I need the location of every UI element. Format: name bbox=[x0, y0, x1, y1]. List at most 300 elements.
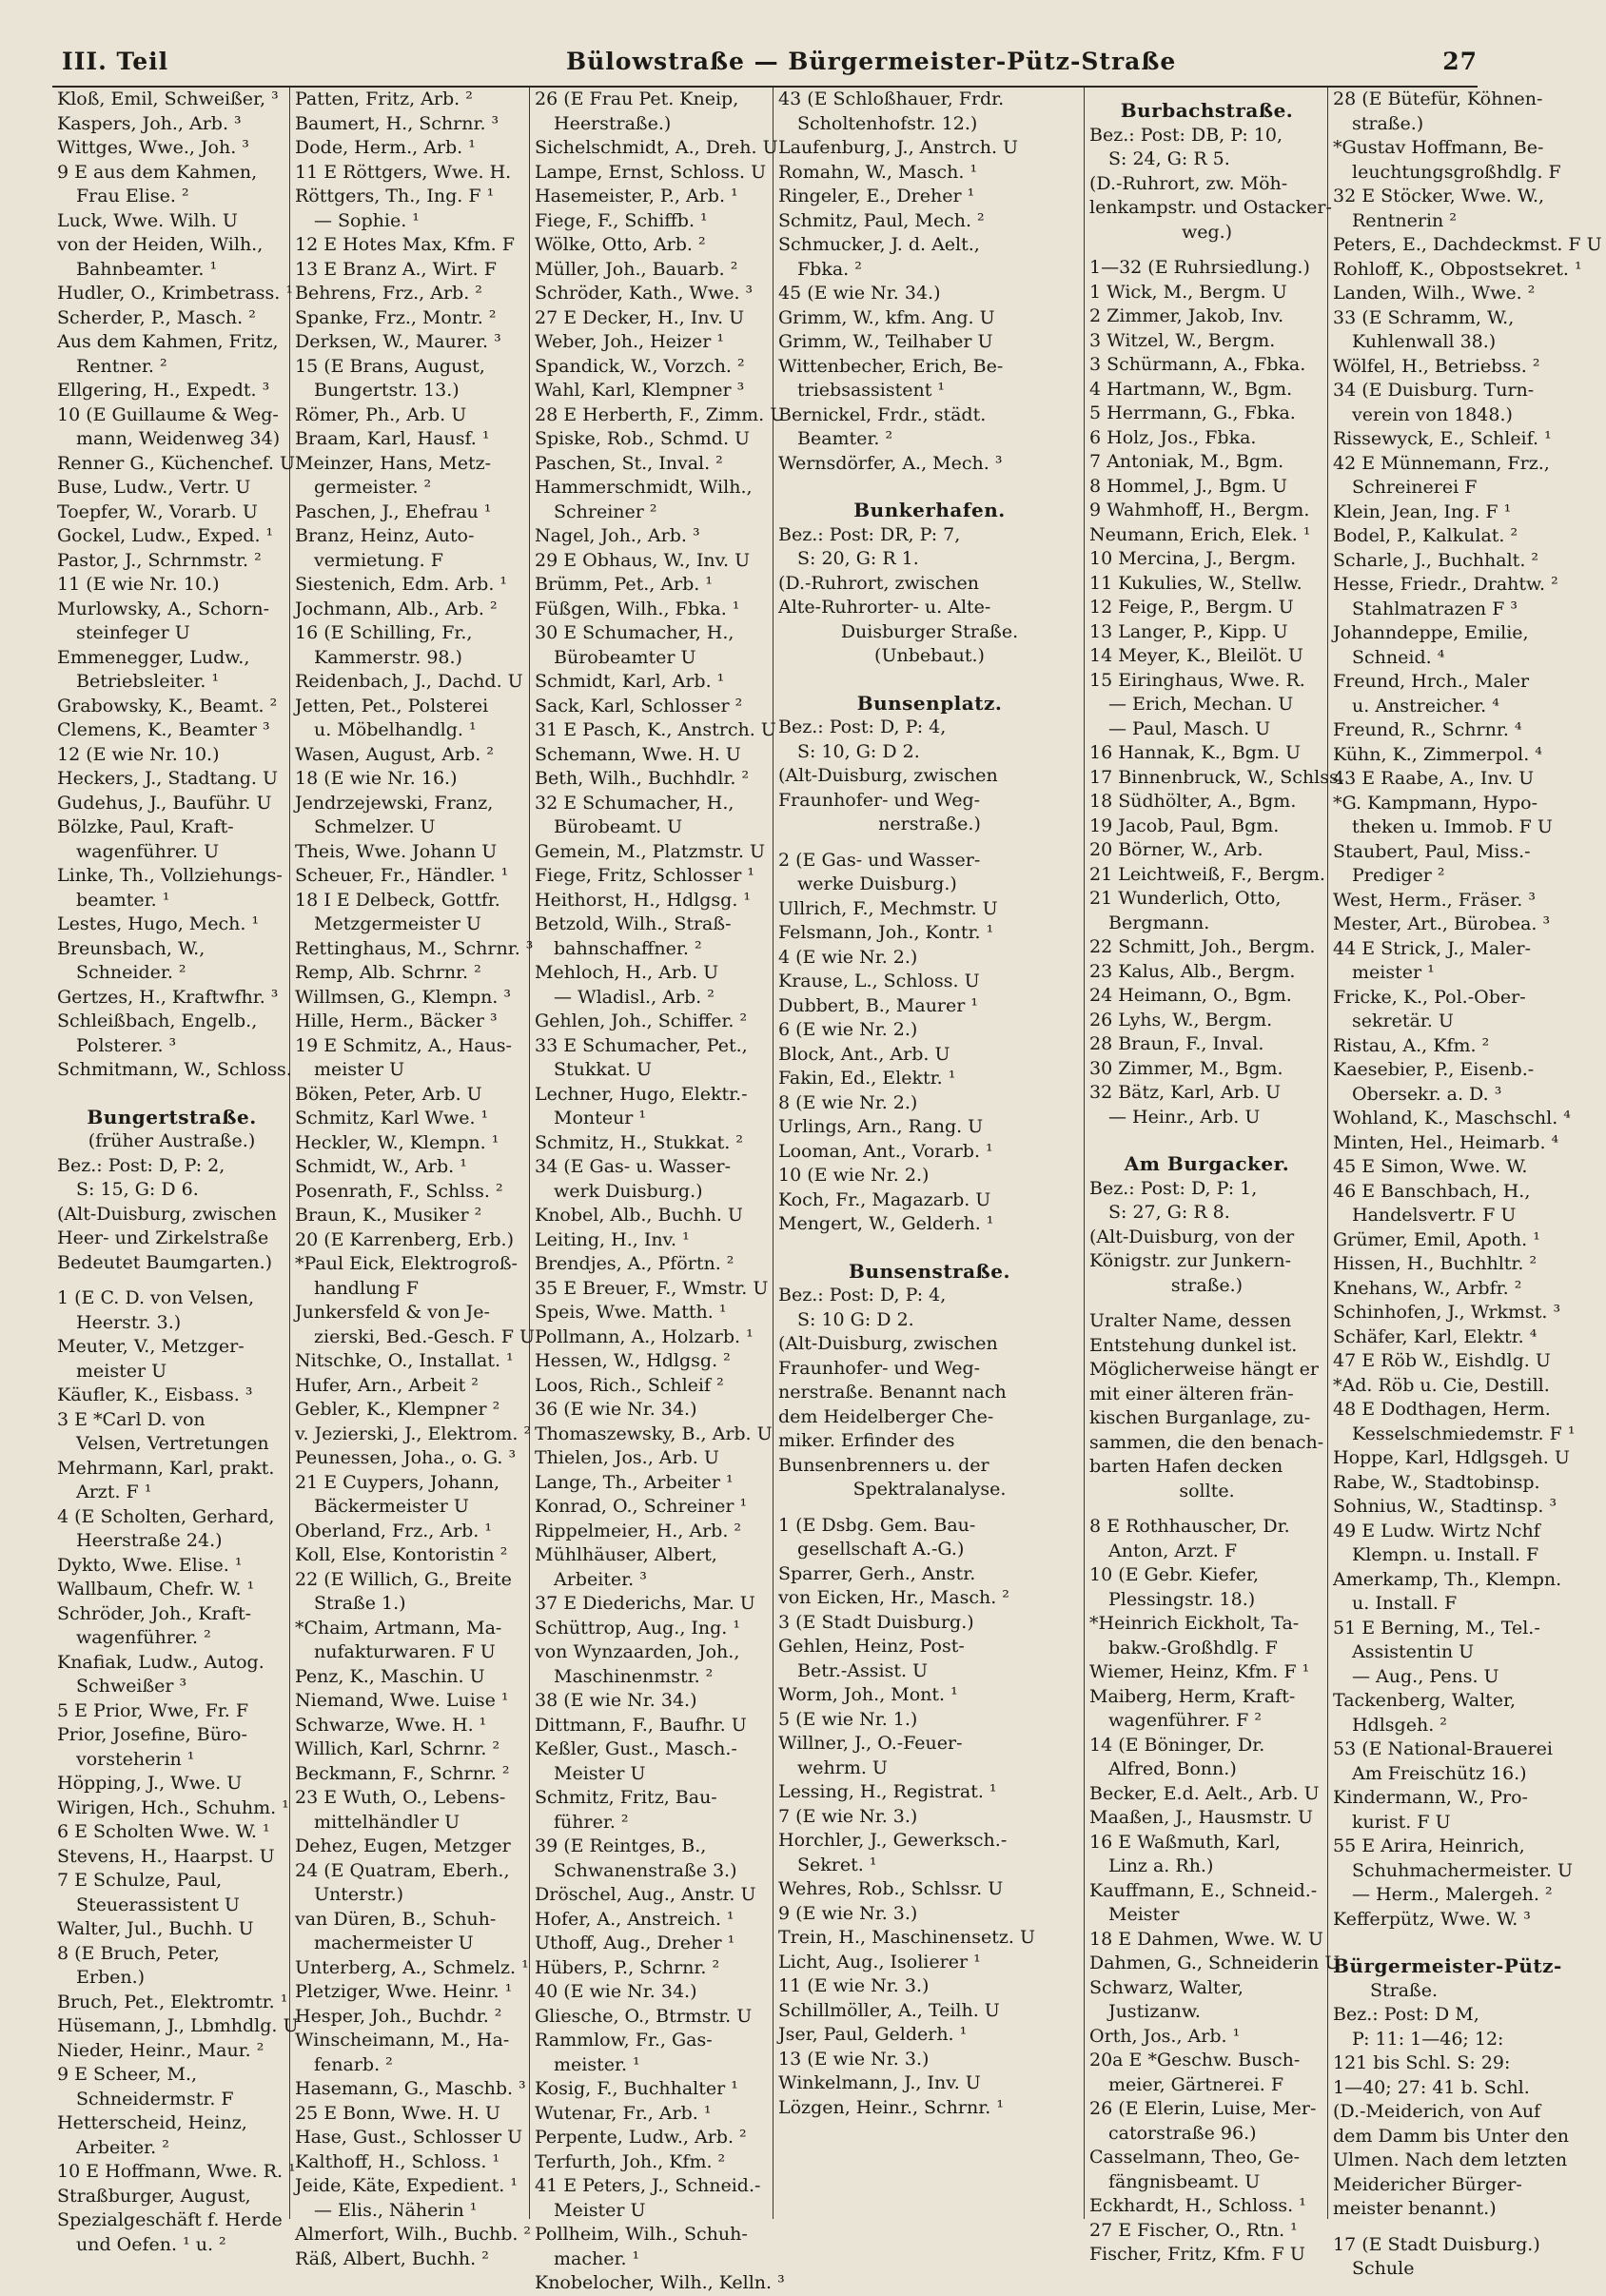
entry-line: Betriebsleiter. ¹ bbox=[76, 671, 220, 692]
entry-line: 20a E *Geschw. Busch- bbox=[1089, 2050, 1301, 2070]
entry-line: 32 Bätz, Karl, Arb. U bbox=[1089, 1082, 1282, 1103]
entry-line: Straßburger, August, bbox=[57, 2185, 251, 2207]
entry-line: Uralter Name, dessen bbox=[1089, 1310, 1292, 1331]
entry-line: macher. ¹ bbox=[554, 2247, 640, 2269]
entry-line: Alte-Ruhrorter- u. Alte- bbox=[778, 597, 991, 618]
entry-line: leuchtungsgroßhdlg. F bbox=[1352, 161, 1561, 183]
entry-line: miker. Erfinder des bbox=[778, 1430, 955, 1451]
entry-line: 7 (E wie Nr. 3.) bbox=[778, 1805, 918, 1827]
entry-line: von Wynzaarden, Joh., bbox=[535, 1641, 740, 1662]
entry-line: meister U bbox=[76, 1360, 167, 1382]
entry-line: Lampe, Ernst, Schloss. U bbox=[535, 161, 767, 183]
entry-line: Luck, Wwe. Wilh. U bbox=[57, 209, 238, 231]
entry-line: 9 E aus dem Kahmen, bbox=[57, 161, 258, 183]
entry-line: *Chaim, Artmann, Ma- bbox=[295, 1617, 502, 1639]
entry-line: Schmitz, Karl Wwe. ¹ bbox=[295, 1108, 489, 1128]
entry-line: Bez.: Post: DR, P: 7, bbox=[778, 523, 961, 545]
entry-line: *G. Kampmann, Hypo- bbox=[1333, 792, 1538, 814]
entry-line: Schreiner ² bbox=[554, 500, 657, 522]
entry-line: Hesper, Joh., Buchdr. ² bbox=[295, 2005, 502, 2027]
entry-line: Scholtenhofstr. 12.) bbox=[797, 112, 978, 134]
entry-line: Linke, Th., Vollziehungs- bbox=[57, 865, 283, 886]
entry-line: Thielen, Jos., Arb. U bbox=[535, 1447, 719, 1468]
entry-line: 4 (E Scholten, Gerhard, bbox=[57, 1505, 275, 1527]
entry-line: West, Herm., Fräser. ³ bbox=[1333, 889, 1536, 911]
entry-line: mittelhändler U bbox=[314, 1811, 460, 1833]
entry-line: Winscheimann, M., Ha- bbox=[295, 2030, 510, 2051]
entry-line: Scheuer, Fr., Händler. ¹ bbox=[295, 865, 509, 886]
entry-line: Fischer, Fritz, Kfm. F U bbox=[1089, 2244, 1305, 2265]
entry-line: gesellschaft A.-G.) bbox=[797, 1539, 965, 1560]
entry-line: Gertzes, H., Kraftwfhr. ³ bbox=[57, 986, 279, 1008]
entry-line: Prior, Josefine, Büro- bbox=[57, 1724, 247, 1745]
entry-line: Baumert, H., Schrnr. ³ bbox=[295, 112, 499, 134]
entry-line: 4 Hartmann, W., Bgm. bbox=[1089, 378, 1293, 400]
entry-line: vorsteherin ¹ bbox=[76, 1748, 195, 1770]
entry-line: Meidericher Bürger- bbox=[1333, 2173, 1522, 2195]
entry-line: Gudehus, J., Bauführ. U bbox=[57, 792, 272, 814]
entry-line: Horchler, J., Gewerksch.- bbox=[778, 1830, 1008, 1851]
entry-line: Mühlhäuser, Albert, bbox=[535, 1544, 717, 1565]
entry-line: wagenführer. F ² bbox=[1108, 1710, 1262, 1731]
entry-line: verein von 1848.) bbox=[1352, 403, 1513, 425]
entry-line: Metzgermeister U bbox=[314, 913, 481, 934]
entry-line: Schröder, Joh., Kraft- bbox=[57, 1602, 251, 1624]
entry-line: Bürobeamt. U bbox=[554, 816, 683, 837]
entry-line: 19 E Schmitz, A., Haus- bbox=[295, 1034, 512, 1056]
entry-line: weg.) bbox=[1181, 221, 1233, 243]
entry-line: 10 Mercina, J., Bergm. bbox=[1089, 548, 1297, 569]
entry-line: Rissewyck, E., Schleif. ¹ bbox=[1333, 428, 1552, 449]
entry-line: Bungertstr. 13.) bbox=[314, 380, 460, 401]
entry-line: 24 Heimann, O., Bgm. bbox=[1089, 985, 1292, 1006]
entry-line: Schüttrop, Aug., Ing. ¹ bbox=[535, 1617, 741, 1639]
entry-line: Nitschke, O., Installat. ¹ bbox=[295, 1350, 514, 1371]
entry-line: Schmitz, Paul, Mech. ² bbox=[778, 209, 985, 231]
entry-line: 34 (E Duisburg. Turn- bbox=[1333, 380, 1535, 401]
entry-line: Bahnbeamter. ¹ bbox=[76, 258, 218, 280]
entry-line: Höpping, J., Wwe. U bbox=[57, 1773, 243, 1794]
entry-line: Schule bbox=[1352, 2258, 1415, 2279]
entry-line: Buse, Ludw., Vertr. U bbox=[57, 477, 251, 498]
entry-line: Schmidt, Karl, Arb. ¹ bbox=[535, 671, 725, 692]
entry-line: 9 Wahmhoff, H., Bergm. bbox=[1089, 500, 1310, 520]
entry-line: Staubert, Paul, Miss.- bbox=[1333, 840, 1531, 862]
entry-line: Nagel, Joh., Arb. ³ bbox=[535, 525, 700, 546]
entry-line: sollte. bbox=[1179, 1480, 1235, 1501]
entry-line: Ulmen. Nach dem letzten bbox=[1333, 2149, 1568, 2170]
entry-line: Maaßen, J., Hausmstr. U bbox=[1089, 1807, 1313, 1828]
entry-line: meister benannt.) bbox=[1333, 2198, 1497, 2219]
entry-line: 28 (E Bütefür, Köhnen- bbox=[1333, 88, 1543, 109]
entry-line: Bez.: Post: DB, P: 10, bbox=[1089, 124, 1283, 146]
column-4 bbox=[774, 88, 1085, 2219]
entry-line: van Düren, B., Schuh- bbox=[295, 1908, 497, 1930]
entry-line: Murlowsky, A., Schorn- bbox=[57, 598, 270, 619]
entry-line: 31 E Pasch, K., Anstrch. U bbox=[535, 719, 776, 740]
entry-line: Peunessen, Joha., o. G. ³ bbox=[295, 1447, 517, 1468]
spacer bbox=[57, 1083, 289, 1094]
entry-line: 10 (E Gebr. Kiefer, bbox=[1089, 1564, 1260, 1585]
entry-line: fenarb. ² bbox=[314, 2053, 393, 2075]
entry-line: beamter. ¹ bbox=[76, 889, 170, 911]
entry-line: Heerstraße 24.) bbox=[76, 1530, 223, 1551]
entry-line: 8 E Rothhauscher, Dr. bbox=[1089, 1516, 1290, 1537]
entry-line: Dubbert, B., Maurer ¹ bbox=[778, 994, 979, 1016]
entry-line: mit einer älteren frän- bbox=[1089, 1383, 1294, 1404]
entry-line: Oberland, Frz., Arb. ¹ bbox=[295, 1520, 493, 1541]
entry-line: dem Heidelberger Che- bbox=[778, 1405, 994, 1427]
entry-line: wagenführer. U bbox=[76, 840, 220, 862]
entry-line: Scherder, P., Masch. ² bbox=[57, 306, 256, 328]
entry-line: 6 E Scholten Wwe. W. ¹ bbox=[57, 1821, 270, 1842]
spacer bbox=[1333, 2222, 1478, 2233]
entry-line: vermietung. F bbox=[314, 549, 443, 571]
entry-line: 33 (E Schramm, W., bbox=[1333, 306, 1515, 328]
entry-line: Fricke, K., Pol.-Ober- bbox=[1333, 986, 1526, 1008]
entry-line: Weber, Joh., Heizer ¹ bbox=[535, 331, 724, 352]
entry-line: Kosig, F., Buchhalter ¹ bbox=[535, 2078, 738, 2099]
entry-line: Velsen, Vertretungen bbox=[76, 1433, 269, 1454]
entry-line: kurist. F U bbox=[1352, 1811, 1451, 1833]
entry-line: Heckers, J., Stadtang. U bbox=[57, 768, 278, 789]
street-heading: Bürgermeister-Pütz- bbox=[1333, 1954, 1562, 1977]
entry-line: 1—40; 27: 41 b. Schl. bbox=[1333, 2076, 1530, 2098]
entry-line: (früher Austraße.) bbox=[88, 1130, 256, 1151]
entry-line: *Heinrich Eickholt, Ta- bbox=[1089, 1613, 1300, 1634]
entry-line: Hesse, Friedr., Drahtw. ² bbox=[1333, 574, 1558, 595]
entry-line: Theis, Wwe. Johann U bbox=[295, 840, 498, 862]
entry-line: Schmitz, Fritz, Bau- bbox=[535, 1787, 717, 1808]
entry-line: 4 (E wie Nr. 2.) bbox=[778, 946, 918, 968]
entry-line: 15 Eiringhaus, Wwe. R. bbox=[1089, 669, 1305, 691]
entry-line: Römer, Ph., Arb. U bbox=[295, 403, 467, 425]
page-number: 27 bbox=[1442, 48, 1478, 75]
entry-line: Bäckermeister U bbox=[314, 1496, 469, 1517]
entry-line: von der Heiden, Wilh., bbox=[57, 234, 264, 255]
entry-line: Toepfer, W., Vorarb. U bbox=[57, 500, 258, 522]
entry-line: 21 E Cuypers, Johann, bbox=[295, 1471, 500, 1493]
address-columns bbox=[52, 88, 1602, 2293]
entry-line: Sekret. ¹ bbox=[797, 1854, 877, 1875]
entry-line: 16 Hannak, K., Bgm. U bbox=[1089, 742, 1302, 763]
entry-line: — Sophie. ¹ bbox=[314, 209, 420, 231]
entry-line: Beckmann, F., Schrnr. ² bbox=[295, 1762, 510, 1784]
entry-line: 5 (E wie Nr. 1.) bbox=[778, 1708, 918, 1730]
entry-line: — Elis., Näherin ¹ bbox=[314, 2199, 478, 2221]
entry-line: Schmucker, J. d. Aelt., bbox=[778, 234, 980, 255]
spacer bbox=[57, 1275, 289, 1286]
entry-line: 17 (E Stadt Duisburg.) bbox=[1333, 2233, 1540, 2255]
entry-line: 6 (E wie Nr. 2.) bbox=[778, 1019, 918, 1040]
entry-line: Kuhlenwall 38.) bbox=[1352, 331, 1497, 352]
entry-line: 11 Kukulies, W., Stellw. bbox=[1089, 572, 1302, 594]
entry-line: 13 (E wie Nr. 3.) bbox=[778, 2048, 930, 2070]
entry-line: Rentner. ² bbox=[76, 355, 167, 377]
entry-line: Stevens, H., Haarpst. U bbox=[57, 1845, 275, 1867]
entry-line: Schmitz, H., Stukkat. ² bbox=[535, 1131, 743, 1153]
entry-line: 5 Herrmann, G., Fbka. bbox=[1089, 402, 1296, 423]
entry-line: handlung F bbox=[314, 1277, 419, 1299]
entry-line: 3 Schürmann, A., Fbka. bbox=[1089, 354, 1306, 375]
entry-line: Bez.: Post: D, P: 2, bbox=[57, 1154, 225, 1176]
entry-line: Siestenich, Edm. Arb. ¹ bbox=[295, 574, 508, 595]
entry-line: Erben.) bbox=[76, 1967, 146, 1988]
entry-line: Schillmöller, A., Teilh. U bbox=[778, 1999, 1000, 2021]
entry-line: 10 (E Guillaume & Weg- bbox=[57, 403, 279, 425]
entry-line: und Oefen. ¹ u. ² bbox=[76, 2233, 226, 2255]
entry-line: 46 E Banschbach, H., bbox=[1333, 1180, 1531, 1202]
entry-line: Willich, Karl, Schrnr. ² bbox=[295, 1738, 500, 1759]
entry-line: Leiting, H., Inv. ¹ bbox=[535, 1228, 690, 1250]
entry-line: zierski, Bed.-Gesch. F U bbox=[314, 1325, 536, 1347]
entry-line: Beamter. ² bbox=[797, 428, 893, 449]
entry-line: Rettinghaus, M., Schrnr. ³ bbox=[295, 937, 534, 959]
entry-line: Justizanw. bbox=[1108, 2001, 1201, 2022]
entry-line: Meuter, V., Metzger- bbox=[57, 1336, 245, 1357]
entry-line: 14 Meyer, K., Bleilöt. U bbox=[1089, 645, 1303, 666]
entry-line: Branz, Heinz, Auto- bbox=[295, 525, 475, 546]
entry-line: 121 bis Schl. S: 29: bbox=[1333, 2052, 1511, 2073]
entry-line: Schäfer, Karl, Elektr. ⁴ bbox=[1333, 1325, 1537, 1347]
entry-line: Willner, J., O.-Feuer- bbox=[778, 1733, 963, 1754]
entry-line: Orth, Jos., Arb. ¹ bbox=[1089, 2025, 1241, 2047]
entry-line: 12 E Hotes Max, Kfm. F bbox=[295, 234, 515, 255]
entry-line: Aus dem Kahmen, Fritz, bbox=[57, 331, 279, 352]
entry-line: — Paul, Masch. U bbox=[1108, 717, 1271, 739]
entry-line: Röttgers, Th., Ing. F ¹ bbox=[295, 186, 495, 206]
street-heading: Bunsenstraße. bbox=[849, 1259, 1010, 1283]
entry-line: (D.-Meiderich, von Auf bbox=[1333, 2101, 1541, 2122]
entry-line: 18 I E Delbeck, Gottfr. bbox=[295, 889, 500, 911]
entry-line: Behrens, Frz., Arb. ² bbox=[295, 283, 482, 304]
entry-line: Hetterscheid, Heinz, bbox=[57, 2112, 247, 2133]
entry-line: Anton, Arzt. F bbox=[1108, 1540, 1238, 1561]
entry-line: Bürobeamter U bbox=[554, 646, 696, 668]
entry-line: 40 (E wie Nr. 34.) bbox=[535, 1981, 697, 2002]
entry-line: Duisburger Straße. bbox=[840, 620, 1019, 642]
entry-line: barten Hafen decken bbox=[1089, 1456, 1283, 1477]
entry-line: Bruch, Pet., Elektromtr. ¹ bbox=[57, 1991, 288, 2012]
column-1 bbox=[52, 88, 299, 2255]
entry-line: Wittges, Wwe., Joh. ³ bbox=[57, 137, 249, 158]
entry-line: Fiege, Fritz, Schlosser ¹ bbox=[535, 865, 754, 886]
entry-line: Remp, Alb. Schrnr. ² bbox=[295, 962, 481, 983]
entry-line: Bez.: Post: D M, bbox=[1333, 2004, 1479, 2025]
entry-line: Wutenar, Fr., Arb. ¹ bbox=[535, 2102, 712, 2124]
entry-line: Wiemer, Heinz, Kfm. F ¹ bbox=[1089, 1661, 1310, 1682]
entry-line: 29 E Obhaus, W., Inv. U bbox=[535, 549, 751, 571]
entry-line: Schreinerei F bbox=[1352, 477, 1478, 498]
entry-line: Spektralanalyse. bbox=[852, 1479, 1007, 1500]
entry-line: Arbeiter. ² bbox=[76, 2136, 169, 2158]
entry-line: Schneider. ² bbox=[76, 962, 186, 983]
entry-line: 33 E Schumacher, Pet., bbox=[535, 1034, 748, 1056]
entry-line: Keßler, Gust., Masch.- bbox=[535, 1738, 737, 1759]
entry-line: führer. ² bbox=[554, 1811, 629, 1833]
entry-line: 39 (E Reintges, B., bbox=[535, 1835, 707, 1856]
entry-line: Spanke, Frz., Montr. ² bbox=[295, 306, 497, 328]
entry-line: 10 E Hoffmann, Wwe. R. ¹ bbox=[57, 2161, 296, 2182]
entry-line: Tackenberg, Walter, bbox=[1333, 1690, 1517, 1711]
entry-line: Unterstr.) bbox=[314, 1884, 404, 1905]
entry-line: 8 Hommel, J., Bgm. U bbox=[1089, 475, 1288, 497]
entry-line: Hasemann, G., Maschb. ³ bbox=[295, 2078, 526, 2099]
entry-line: Räß, Albert, Buchh. ² bbox=[295, 2247, 489, 2269]
entry-line: Bergmann. bbox=[1108, 912, 1210, 933]
entry-line: Stukkat. U bbox=[554, 1059, 652, 1080]
entry-line: Heerstraße.) bbox=[554, 112, 672, 134]
entry-line: 49 E Ludw. Wirtz Nchf bbox=[1333, 1520, 1540, 1541]
entry-line: Schweißer ³ bbox=[76, 1676, 187, 1697]
entry-line: theken u. Immob. F U bbox=[1352, 816, 1553, 837]
entry-line: 26 Lyhs, W., Bergm. bbox=[1089, 1009, 1273, 1030]
entry-line: Heithorst, H., Hdlgsg. ¹ bbox=[535, 889, 752, 911]
spacer bbox=[778, 669, 1084, 680]
spacer bbox=[778, 837, 1084, 849]
entry-line: Königstr. zur Junkern- bbox=[1089, 1250, 1292, 1271]
entry-line: Mehrmann, Karl, prakt. bbox=[57, 1457, 275, 1479]
entry-line: 3 E *Carl D. von bbox=[57, 1408, 206, 1430]
entry-line: Betzold, Wilh., Straß- bbox=[535, 913, 732, 934]
entry-line: Lözgen, Heinr., Schrnr. ¹ bbox=[778, 2096, 1004, 2118]
entry-line: 26 (E Elerin, Luise, Mer- bbox=[1089, 2098, 1317, 2119]
entry-line: Dröschel, Aug., Anstr. U bbox=[535, 1884, 756, 1905]
entry-line: germeister. ² bbox=[314, 477, 432, 498]
entry-line: Handelsvertr. F U bbox=[1352, 1205, 1517, 1226]
entry-line: 12 (E wie Nr. 10.) bbox=[57, 743, 220, 765]
entry-line: 30 Zimmer, M., Bgm. bbox=[1089, 1057, 1283, 1079]
entry-line: Bernickel, Frdr., städt. bbox=[778, 403, 987, 425]
entry-line: 10 (E wie Nr. 2.) bbox=[778, 1165, 930, 1186]
entry-line: 16 E Waßmuth, Karl, bbox=[1089, 1831, 1281, 1853]
entry-line: 38 (E wie Nr. 34.) bbox=[535, 1690, 697, 1711]
entry-line: Knobel, Alb., Buchh. U bbox=[535, 1205, 743, 1226]
entry-line: Gliesche, O., Btrmstr. U bbox=[535, 2005, 753, 2027]
entry-line: 43 E Raabe, A., Inv. U bbox=[1333, 768, 1535, 789]
entry-line: nerstraße. Benannt nach bbox=[778, 1382, 1007, 1403]
entry-line: Hille, Herm., Bäcker ³ bbox=[295, 1011, 498, 1031]
entry-line: Schwanenstraße 3.) bbox=[554, 1859, 737, 1881]
entry-line: Peters, E., Dachdeckmst. F U bbox=[1333, 234, 1602, 255]
entry-line: 45 (E wie Nr. 34.) bbox=[778, 283, 941, 304]
entry-line: Paschen, J., Ehefrau ¹ bbox=[295, 500, 492, 522]
entry-line: catorstraße 96.) bbox=[1108, 2122, 1257, 2144]
entry-line: Hüsemann, J., Lbmhdlg. U bbox=[57, 2015, 299, 2036]
entry-line: (D.-Ruhrort, zw. Möh- bbox=[1089, 172, 1288, 194]
entry-line: Derksen, W., Maurer. ³ bbox=[295, 331, 501, 352]
entry-line: 48 E Dodthagen, Herm. bbox=[1333, 1399, 1551, 1420]
entry-line: Neumann, Erich, Elek. ¹ bbox=[1089, 523, 1311, 545]
entry-line: Meister bbox=[1108, 1904, 1180, 1925]
entry-line: (D.-Ruhrort, zwischen bbox=[778, 572, 979, 594]
entry-line: Jochmann, Alb., Arb. ² bbox=[295, 598, 498, 619]
entry-line: 18 (E wie Nr. 16.) bbox=[295, 768, 458, 789]
entry-line: Eckhardt, H., Schloss. ¹ bbox=[1089, 2195, 1306, 2216]
entry-line: Gehlen, Joh., Schiffer. ² bbox=[535, 1011, 748, 1031]
entry-line: 14 (E Böninger, Dr. bbox=[1089, 1734, 1265, 1756]
entry-line: sekretär. U bbox=[1352, 1011, 1454, 1031]
entry-line: Klempn. u. Install. F bbox=[1352, 1544, 1539, 1565]
entry-line: 28 E Herberth, F., Zimm. U bbox=[535, 403, 786, 425]
entry-line: 1 (E C. D. von Velsen, bbox=[57, 1287, 255, 1308]
entry-line: Schinhofen, J., Wrkmst. ³ bbox=[1333, 1302, 1561, 1323]
entry-line: Beth, Wilh., Buchhdlr. ² bbox=[535, 768, 750, 789]
entry-line: Bodel, P., Kalkulat. ² bbox=[1333, 525, 1518, 546]
entry-line: Fraunhofer- und Weg- bbox=[778, 789, 981, 811]
entry-line: Kloß, Emil, Schweißer, ³ bbox=[57, 88, 279, 109]
entry-line: Amerkamp, Th., Klempn. bbox=[1333, 1568, 1562, 1590]
entry-line: 51 E Berning, M., Tel.- bbox=[1333, 1617, 1540, 1639]
entry-line: Sichelschmidt, A., Dreh. U bbox=[535, 137, 778, 158]
entry-line: Müller, Joh., Bauarb. ² bbox=[535, 258, 738, 280]
entry-line: u. Install. F bbox=[1352, 1593, 1458, 1614]
entry-line: Rammlow, Fr., Gas- bbox=[535, 2030, 713, 2051]
entry-line: Paschen, St., Inval. ² bbox=[535, 452, 723, 474]
entry-line: Wittenbecher, Erich, Be- bbox=[778, 355, 1004, 377]
entry-line: Sparrer, Gerh., Anstr. bbox=[778, 1562, 976, 1584]
entry-line: 21 Wunderlich, Otto, bbox=[1089, 888, 1282, 909]
entry-line: — Aug., Pens. U bbox=[1352, 1665, 1499, 1687]
entry-line: Lange, Th., Arbeiter ¹ bbox=[535, 1471, 734, 1493]
entry-line: Assistentin U bbox=[1352, 1641, 1475, 1662]
entry-line: Plessingstr. 18.) bbox=[1108, 1588, 1256, 1610]
entry-line: Bez.: Post: D, P: 4, bbox=[778, 716, 947, 737]
entry-line: Schwarze, Wwe. H. ¹ bbox=[295, 1714, 487, 1736]
entry-line: 36 (E wie Nr. 34.) bbox=[535, 1399, 697, 1420]
entry-line: 32 E Schumacher, H., bbox=[535, 792, 734, 814]
entry-line: *Paul Eick, Elektrogroß- bbox=[295, 1253, 518, 1274]
entry-line: Urlings, Arn., Rang. U bbox=[778, 1116, 984, 1137]
entry-line: Worm, Joh., Mont. ¹ bbox=[778, 1684, 958, 1705]
entry-line: Schneid. ⁴ bbox=[1352, 646, 1445, 668]
entry-line: Willmsen, G., Klempn. ³ bbox=[295, 986, 511, 1008]
entry-line: Braam, Karl, Hausf. ¹ bbox=[295, 428, 490, 449]
entry-line: fängnisbeamt. U bbox=[1108, 2170, 1261, 2192]
entry-line: 11 (E wie Nr. 10.) bbox=[57, 574, 220, 595]
entry-line: 30 E Schumacher, H., bbox=[535, 622, 734, 643]
entry-line: S: 20, G: R 1. bbox=[797, 548, 919, 569]
entry-line: straße.) bbox=[1170, 1274, 1244, 1296]
entry-line: 55 E Arira, Heinrich, bbox=[1333, 1835, 1525, 1856]
entry-line: (Alt-Duisburg, zwischen bbox=[778, 1333, 998, 1354]
entry-line: Straße 1.) bbox=[314, 1593, 406, 1614]
entry-line: Spezialgeschäft f. Herde bbox=[57, 2209, 283, 2230]
entry-line: Dittmann, F., Baufhr. U bbox=[535, 1714, 747, 1736]
entry-line: Koll, Else, Kontoristin ² bbox=[295, 1544, 508, 1565]
entry-line: (Unbebaut.) bbox=[874, 645, 985, 666]
entry-line: Junkersfeld & von Je- bbox=[295, 1302, 490, 1323]
entry-line: Gemein, M., Platzmstr. U bbox=[535, 840, 765, 862]
entry-line: 12 Feige, P., Bergm. U bbox=[1089, 597, 1294, 618]
entry-line: Brümm, Pet., Arb. ¹ bbox=[535, 574, 713, 595]
entry-line: 7 Antoniak, M., Bgm. bbox=[1089, 451, 1284, 472]
entry-line: Knobelocher, Wilh., Kelln. ³ bbox=[535, 2272, 785, 2293]
entry-line: 42 E Münnemann, Frz., bbox=[1333, 452, 1550, 474]
entry-line: 27 E Decker, H., Inv. U bbox=[535, 306, 745, 328]
entry-line: Wehres, Rob., Schlssr. U bbox=[778, 1878, 1004, 1899]
entry-line: — Herm., Malergeh. ² bbox=[1352, 1884, 1553, 1905]
entry-line: Minten, Hel., Heimarb. ⁴ bbox=[1333, 1131, 1559, 1153]
entry-line: Hudler, O., Krimbetrass. ¹ bbox=[57, 283, 293, 304]
entry-line: (Alt-Duisburg, zwischen bbox=[57, 1203, 277, 1225]
entry-line: meister ¹ bbox=[1352, 962, 1435, 983]
entry-line: Frau Elise. ² bbox=[76, 186, 189, 206]
entry-line: Laufenburg, J., Anstrch. U bbox=[778, 137, 1019, 158]
entry-line: 34 (E Gas- u. Wasser- bbox=[535, 1156, 732, 1177]
entry-line: Wernsdörfer, A., Mech. ³ bbox=[778, 452, 1003, 474]
entry-line: 3 (E Stadt Duisburg.) bbox=[778, 1611, 974, 1633]
